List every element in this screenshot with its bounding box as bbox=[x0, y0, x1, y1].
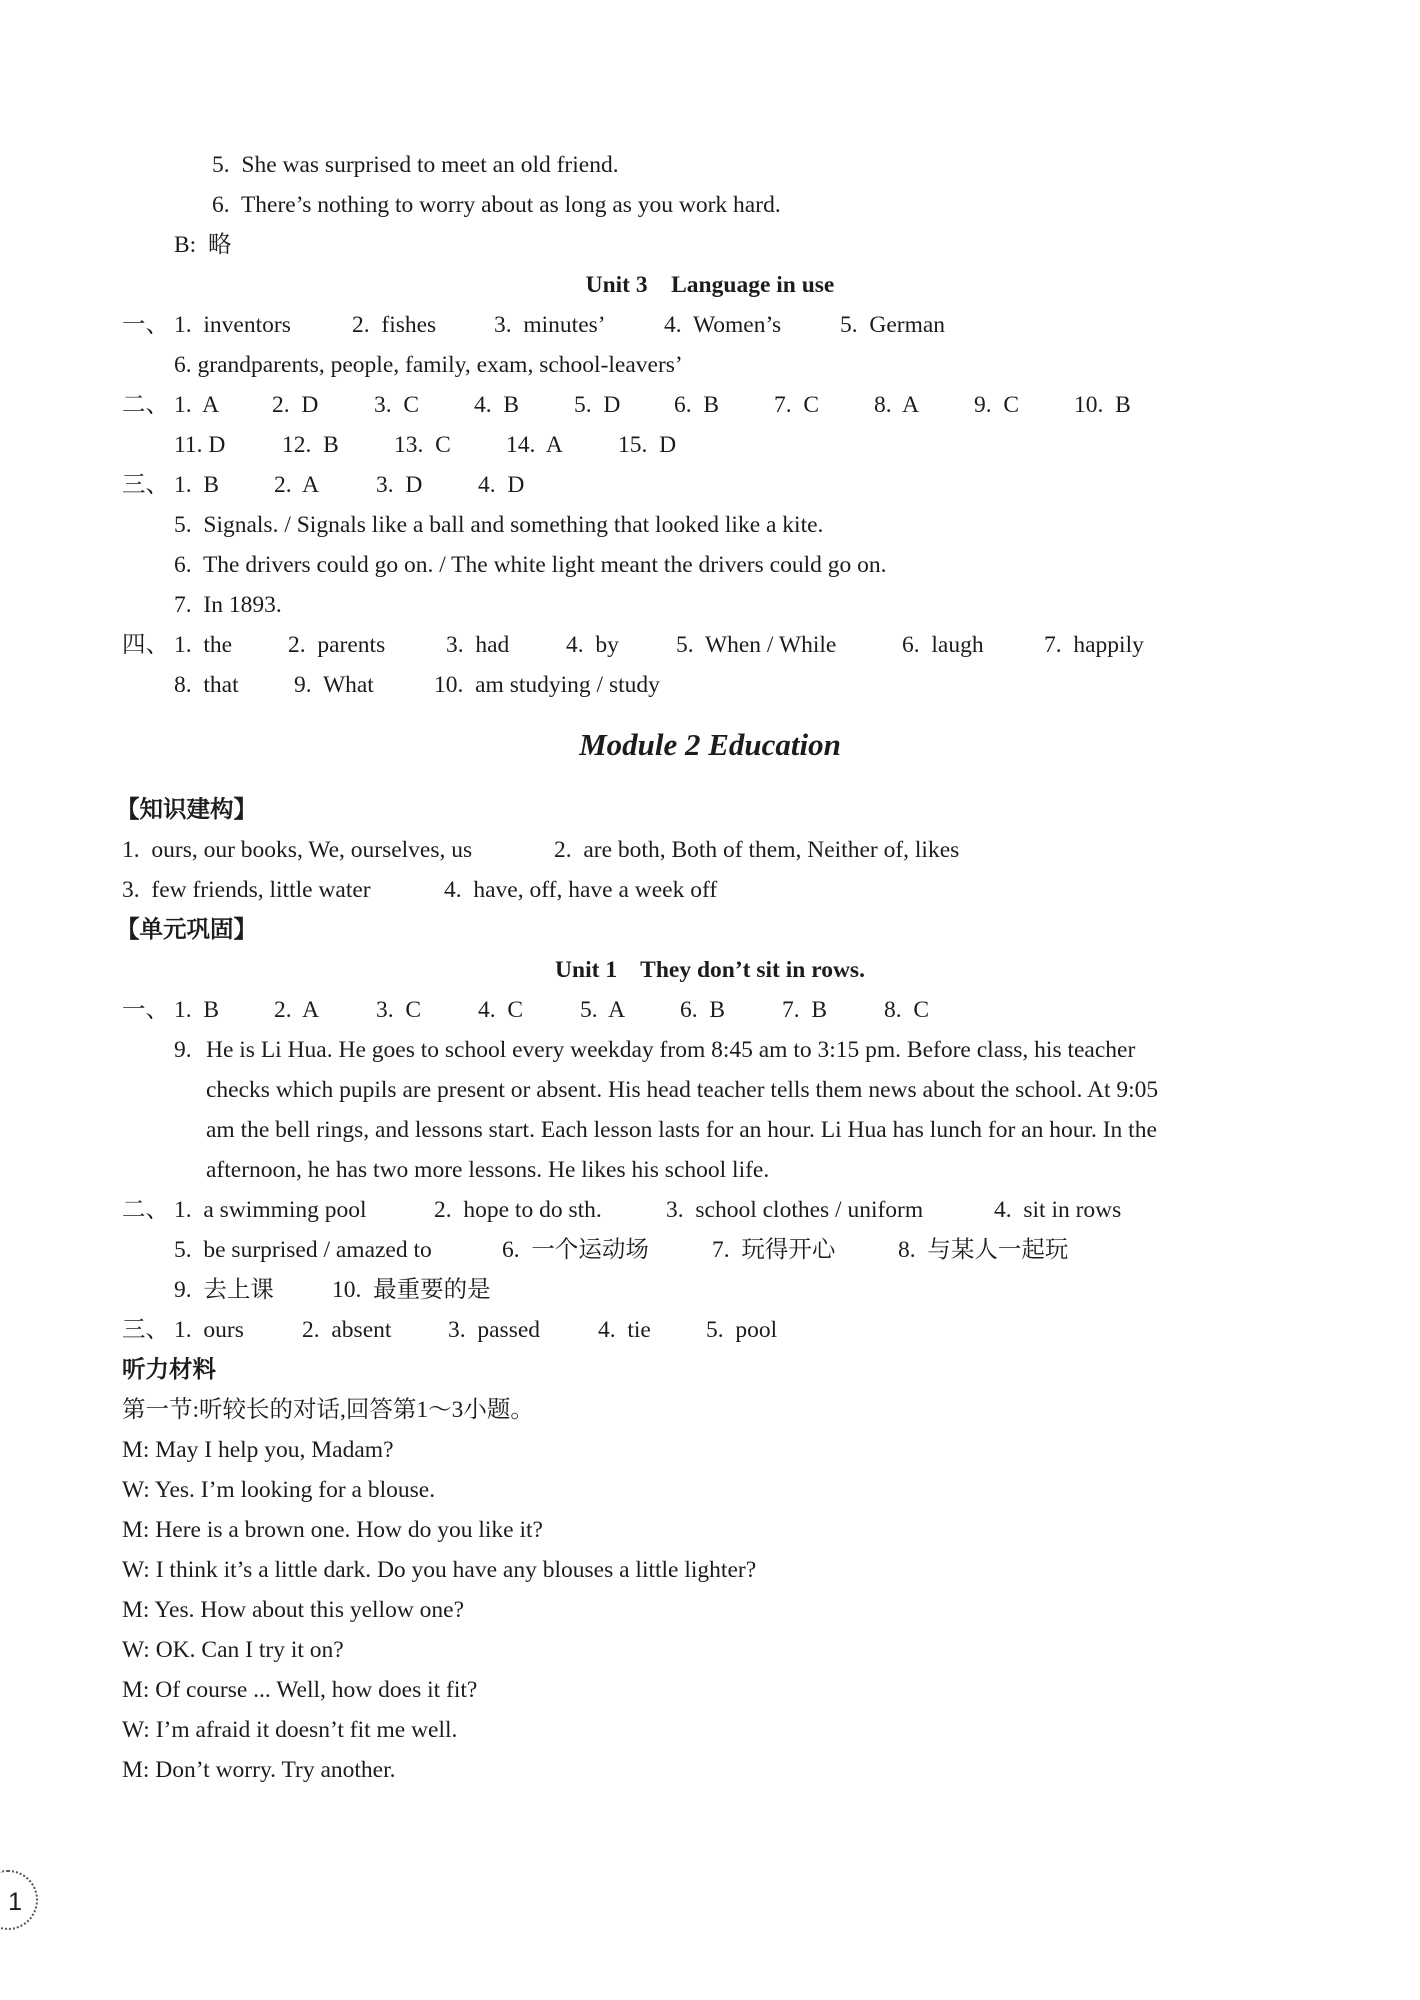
answer-item: 1. B bbox=[174, 472, 220, 498]
answer-item: 4. sit in rows bbox=[994, 1197, 1122, 1223]
answer-item: 3. few friends, little water bbox=[122, 877, 371, 903]
answer-line: 7. In 1893. bbox=[174, 592, 282, 618]
answer-item: 7. B bbox=[782, 997, 828, 1023]
answer-item: 4. by bbox=[566, 632, 619, 658]
answer-item: 8. A bbox=[874, 392, 920, 418]
knowledge-heading: 【知识建构】 bbox=[116, 797, 257, 823]
answer-item: 12. B bbox=[282, 432, 339, 458]
answer-item: 5. A bbox=[580, 997, 626, 1023]
dialogue-line: W: Yes. I’m looking for a blouse. bbox=[122, 1477, 436, 1503]
paragraph-number: 9. bbox=[174, 1037, 192, 1063]
answer-line: 6. grandparents, people, family, exam, school-leavers’ bbox=[174, 352, 683, 378]
answer-line: 6. The drivers could go on. / The white light meant the drivers could go on. bbox=[174, 552, 887, 578]
answer-item: 2. fishes bbox=[352, 312, 437, 338]
answer-line-6: 6. There’s nothing to worry about as long as you work hard. bbox=[212, 192, 781, 218]
answer-item: 15. D bbox=[618, 432, 677, 458]
dialogue-line: M: May I help you, Madam? bbox=[122, 1437, 394, 1463]
answer-item: 3. C bbox=[374, 392, 420, 418]
answer-item: 1. ours, our books, We, ourselves, us bbox=[122, 837, 473, 863]
paragraph-line: He is Li Hua. He goes to school every weekday from 8:45 am to 3:15 pm. Before class, his teacher bbox=[206, 1037, 1136, 1063]
dialogue-line: W: I think it’s a little dark. Do you have any blouses a little lighter? bbox=[122, 1557, 757, 1583]
dialogue-line: W: OK. Can I try it on? bbox=[122, 1637, 344, 1663]
answer-item: 13. C bbox=[394, 432, 451, 458]
answer-item: 6. 一个运动场 bbox=[502, 1237, 649, 1263]
answer-item: 3. minutes’ bbox=[494, 312, 606, 338]
answer-item: 11. D bbox=[174, 432, 226, 458]
answer-item: 6. B bbox=[680, 997, 726, 1023]
answer-item: 7. happily bbox=[1044, 632, 1144, 658]
dialogue-line: M: Yes. How about this yellow one? bbox=[122, 1597, 465, 1623]
paragraph-line: am the bell rings, and lessons start. Each lesson lasts for an hour. Li Hua has lunch for an hour. In the bbox=[206, 1117, 1157, 1143]
answer-line-5: 5. She was surprised to meet an old friend. bbox=[212, 152, 619, 178]
answer-item: 5. German bbox=[840, 312, 946, 338]
answer-item: 4. Women’s bbox=[664, 312, 782, 338]
section-marker-3: 三、 bbox=[122, 472, 169, 498]
answer-item: 3. C bbox=[376, 997, 422, 1023]
answer-item: 2. A bbox=[274, 997, 320, 1023]
answer-item: 3. D bbox=[376, 472, 423, 498]
answer-item: 9. C bbox=[974, 392, 1020, 418]
unit3-title: Unit 3 Language in use bbox=[585, 272, 835, 298]
listening-intro: 第一节:听较长的对话,回答第1～3小题。 bbox=[122, 1397, 534, 1423]
answer-item: 1. inventors bbox=[174, 312, 291, 338]
consolidate-heading: 【单元巩固】 bbox=[116, 917, 257, 943]
section-marker-2: 二、 bbox=[122, 392, 169, 418]
paragraph-line: checks which pupils are present or absent. His head teacher tells them news about the school. At 9:05 bbox=[206, 1077, 1159, 1103]
listening-heading: 听力材料 bbox=[122, 1357, 216, 1383]
answer-item: 10. B bbox=[1074, 392, 1131, 418]
answer-item: 14. A bbox=[506, 432, 563, 458]
answer-item: 4. D bbox=[478, 472, 525, 498]
answer-item: 1. ours bbox=[174, 1317, 244, 1343]
answer-item: 2. D bbox=[272, 392, 319, 418]
answer-item: 2. are both, Both of them, Neither of, likes bbox=[554, 837, 960, 863]
answer-item: 8. that bbox=[174, 672, 239, 698]
answer-item: 4. B bbox=[474, 392, 520, 418]
answer-item: 4. tie bbox=[598, 1317, 651, 1343]
dialogue-line: W: I’m afraid it doesn’t fit me well. bbox=[122, 1717, 458, 1743]
section-marker-4: 四、 bbox=[122, 632, 169, 658]
dialogue-line: M: Of course ... Well, how does it fit? bbox=[122, 1677, 478, 1703]
answer-line: 5. Signals. / Signals like a ball and something that looked like a kite. bbox=[174, 512, 824, 538]
answer-item: 9. 去上课 bbox=[174, 1277, 274, 1303]
module-title: Module 2 Education bbox=[579, 727, 841, 762]
dialogue-line: M: Don’t worry. Try another. bbox=[122, 1757, 396, 1783]
answer-item: 2. parents bbox=[288, 632, 386, 658]
answer-item: 2. absent bbox=[302, 1317, 392, 1343]
answer-line-b: B: 略 bbox=[174, 232, 232, 258]
section-marker-2: 二、 bbox=[122, 1197, 169, 1223]
answer-item: 1. a swimming pool bbox=[174, 1197, 367, 1223]
answer-item: 5. pool bbox=[706, 1317, 778, 1343]
answer-item: 1. B bbox=[174, 997, 220, 1023]
answer-item: 6. laugh bbox=[902, 632, 984, 658]
section-marker-1: 一、 bbox=[122, 997, 169, 1023]
answer-item: 1. the bbox=[174, 632, 233, 658]
unit1-title: Unit 1 They don’t sit in rows. bbox=[555, 957, 865, 983]
paragraph-line: afternoon, he has two more lessons. He likes his school life. bbox=[206, 1157, 770, 1183]
answer-item: 7. 玩得开心 bbox=[712, 1237, 836, 1263]
answer-item: 3. had bbox=[446, 632, 510, 658]
answer-item: 3. passed bbox=[448, 1317, 541, 1343]
section-marker-1: 一、 bbox=[122, 312, 169, 338]
section-marker-3: 三、 bbox=[122, 1317, 169, 1343]
answer-item: 3. school clothes / uniform bbox=[666, 1197, 924, 1223]
answer-item: 8. 与某人一起玩 bbox=[898, 1237, 1069, 1263]
answer-item: 2. hope to do sth. bbox=[434, 1197, 602, 1223]
dialogue-line: M: Here is a brown one. How do you like it? bbox=[122, 1517, 543, 1543]
page-number: 1 bbox=[0, 1870, 38, 1930]
answer-item: 5. When / While bbox=[676, 632, 837, 658]
answer-item: 7. C bbox=[774, 392, 820, 418]
answer-item: 4. have, off, have a week off bbox=[444, 877, 718, 903]
answer-item: 5. D bbox=[574, 392, 621, 418]
answer-item: 10. 最重要的是 bbox=[332, 1277, 491, 1303]
answer-item: 8. C bbox=[884, 997, 930, 1023]
answer-item: 1. A bbox=[174, 392, 220, 418]
answer-item: 10. am studying / study bbox=[434, 672, 660, 698]
answer-item: 2. A bbox=[274, 472, 320, 498]
answer-item: 5. be surprised / amazed to bbox=[174, 1237, 432, 1263]
answer-item: 6. B bbox=[674, 392, 720, 418]
answer-item: 9. What bbox=[294, 672, 374, 698]
answer-item: 4. C bbox=[478, 997, 524, 1023]
